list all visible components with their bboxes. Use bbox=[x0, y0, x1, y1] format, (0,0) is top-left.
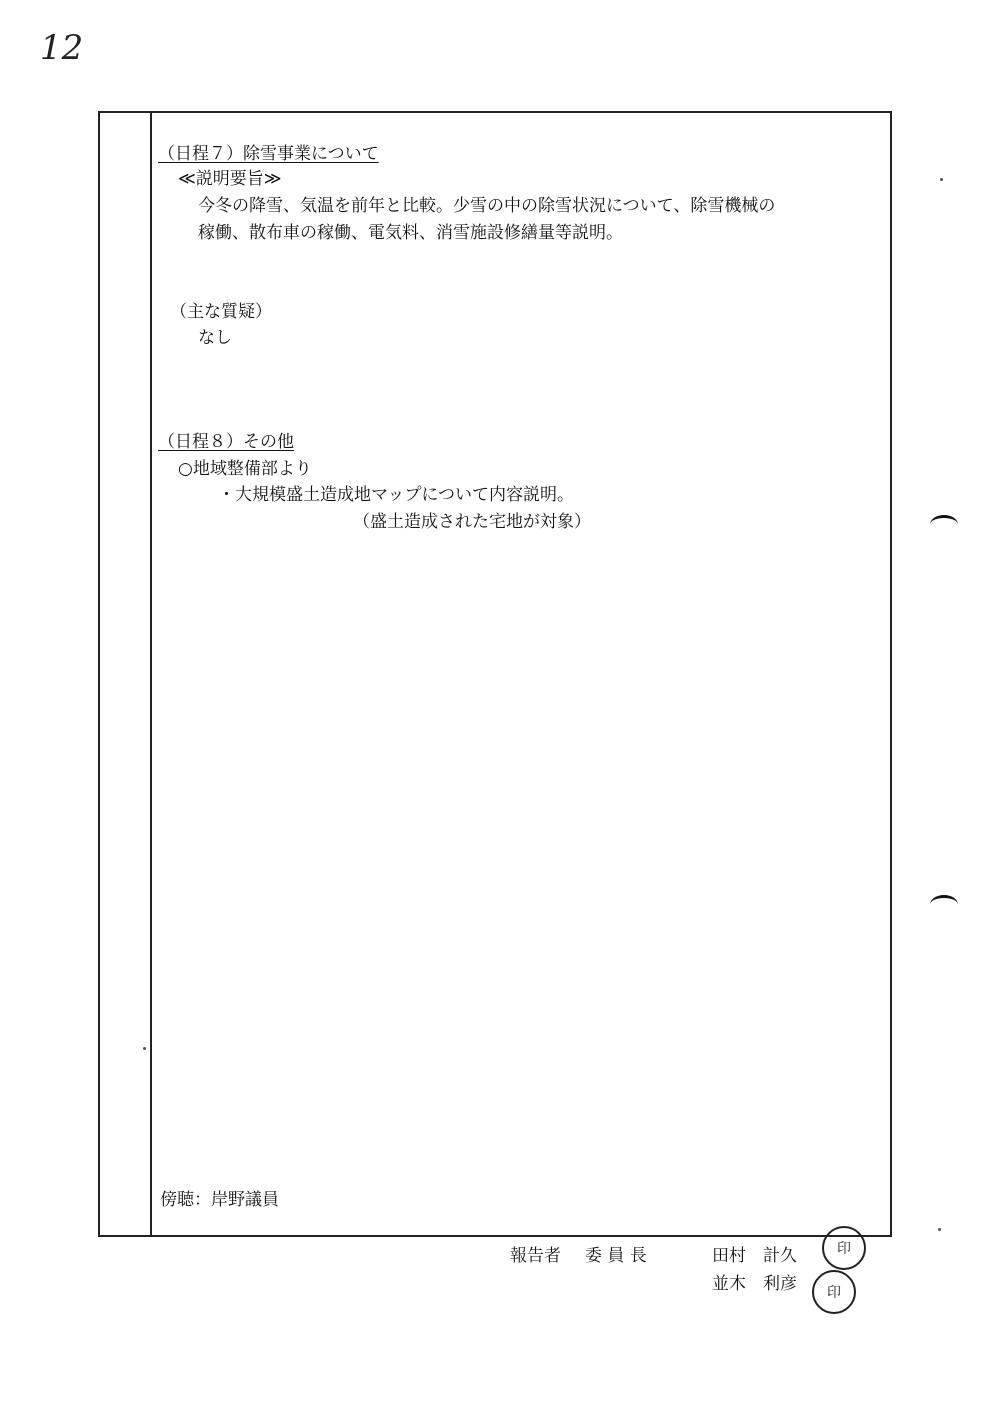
questions-text: なし bbox=[198, 328, 232, 348]
margin-rule bbox=[150, 113, 152, 1235]
punch-hole-mark bbox=[930, 895, 958, 914]
schedule8-heading: （日程８）その他 bbox=[158, 432, 294, 452]
role-label: 委 員 長 bbox=[585, 1246, 647, 1266]
schedule7-summary-line2: 稼働、散布車の稼働、電気料、消雪施設修繕量等説明。 bbox=[198, 223, 623, 243]
schedule7-summary-label: ≪説明要旨≫ bbox=[178, 169, 282, 189]
report-frame bbox=[98, 111, 892, 1237]
schedule7-heading: （日程７）除雪事業について bbox=[158, 144, 379, 164]
reporter-name-1: 田村 計久 bbox=[712, 1246, 797, 1266]
schedule8-item-label: ○地域整備部より bbox=[178, 459, 312, 479]
schedule7-summary-line1: 今冬の降雪、気温を前年と比較。少雪の中の除雪状況について、除雪機械の bbox=[198, 196, 776, 216]
scan-speck bbox=[143, 1047, 146, 1050]
seal-stamp-1: 印 bbox=[822, 1226, 866, 1270]
scan-speck bbox=[940, 178, 943, 181]
punch-hole-mark bbox=[930, 515, 958, 534]
questions-label: （主な質疑） bbox=[170, 302, 272, 322]
reporter-label: 報告者 bbox=[510, 1246, 561, 1266]
scan-speck bbox=[938, 1228, 941, 1231]
reporter-name-2: 並木 利彦 bbox=[712, 1274, 797, 1294]
seal-stamp-2: 印 bbox=[812, 1270, 856, 1314]
schedule8-item-note: （盛土造成された宅地が対象） bbox=[353, 512, 591, 532]
observer-note: 傍聴：岸野議員 bbox=[160, 1190, 279, 1210]
schedule8-item-detail: ・大規模盛土造成地マップについて内容説明。 bbox=[218, 485, 574, 505]
page-number: 12 bbox=[40, 28, 84, 68]
